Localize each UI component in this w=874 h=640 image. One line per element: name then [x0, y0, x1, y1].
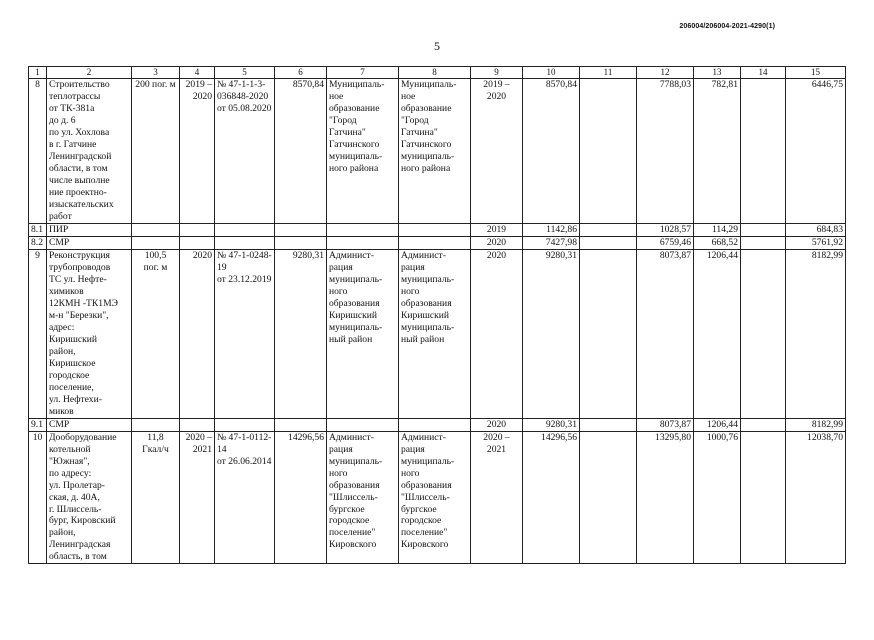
column-number: 7: [327, 67, 399, 79]
local-budget: 1000,76: [694, 431, 741, 564]
local-budget: 668,52: [694, 236, 741, 249]
amount-col15: 684,83: [786, 223, 846, 236]
amount-col11: [580, 418, 637, 431]
total-amount: 1142,86: [523, 223, 580, 236]
amount-col11: [580, 79, 637, 224]
column-number: 9: [471, 67, 523, 79]
column-number: 14: [741, 67, 786, 79]
amount-col14: [741, 431, 786, 564]
page-number: 5: [434, 39, 440, 53]
customer: Админист- рация муниципаль- ного образования "Шлиссель- бургское городское поселение" Кировского: [327, 431, 399, 564]
expert-conclusion: [215, 418, 275, 431]
object-name: Строительство теплотрассы от ТК-381а до д. 6 по ул. Хохлова в г. Гатчине Ленинградской области, в том числе выполне ние проектно- изыскательских работ: [47, 79, 132, 224]
years: 2020: [471, 249, 523, 418]
estimated-cost: [275, 236, 327, 249]
capacity: [132, 418, 180, 431]
local-budget: 1206,44: [694, 249, 741, 418]
amount-col15: 8182,99: [786, 249, 846, 418]
table-row: [29, 223, 846, 236]
object-name: Реконструкция трубопроводов ТС ул. Нефте- химиков 12КМН -ТК1МЭ м-н "Березки", адрес: Киришский район, Киришское городское поселение, ул. Нефтехи- миков: [47, 249, 132, 418]
years: 2019 – 2020: [471, 79, 523, 224]
expert-conclusion: [215, 236, 275, 249]
data-table: [28, 66, 846, 564]
regional-budget: 1028,57: [637, 223, 694, 236]
expert-conclusion: № 47-1-1-3- 036848-2020 от 05.08.2020: [215, 79, 275, 224]
total-amount: 9280,31: [523, 418, 580, 431]
amount-col15: 6446,75: [786, 79, 846, 224]
recipient: Админист- рация муниципаль- ного образования "Шлиссель- бургское городское поселение" Кировского: [399, 431, 471, 564]
customer: [327, 418, 399, 431]
years: 2019: [471, 223, 523, 236]
table-row: [29, 249, 846, 418]
amount-col15: 5761,92: [786, 236, 846, 249]
capacity: [132, 236, 180, 249]
amount-col14: [741, 249, 786, 418]
row-number: 8: [29, 79, 47, 224]
row-number: 9: [29, 249, 47, 418]
object-name: ПИР: [47, 223, 132, 236]
total-amount: 7427,98: [523, 236, 580, 249]
regional-budget: 7788,03: [637, 79, 694, 224]
column-number: 10: [523, 67, 580, 79]
estimated-cost: 8570,84: [275, 79, 327, 224]
recipient: [399, 418, 471, 431]
amount-col11: [580, 249, 637, 418]
estimated-cost: [275, 418, 327, 431]
amount-col11: [580, 223, 637, 236]
column-number: 2: [47, 67, 132, 79]
expert-conclusion: [215, 223, 275, 236]
regional-budget: 6759,46: [637, 236, 694, 249]
period: [180, 236, 215, 249]
column-number: 8: [399, 67, 471, 79]
object-name: Дооборудование котельной "Южная", по адресу: ул. Пролетар- ская, д. 40А, г. Шлиссель- бург, Кировский район, Ленинградская область, в том: [47, 431, 132, 564]
row-number: 9.1: [29, 418, 47, 431]
column-number: 6: [275, 67, 327, 79]
customer: [327, 223, 399, 236]
estimated-cost: [275, 223, 327, 236]
row-number: 8.2: [29, 236, 47, 249]
column-number: 1: [29, 67, 47, 79]
column-number: 4: [180, 67, 215, 79]
period: [180, 223, 215, 236]
table-row: [29, 79, 846, 224]
recipient: [399, 236, 471, 249]
object-name: СМР: [47, 418, 132, 431]
row-number: 8.1: [29, 223, 47, 236]
expert-conclusion: № 47-1-0112- 14 от 26.06.2014: [215, 431, 275, 564]
years: 2020: [471, 236, 523, 249]
customer: Админист- рация муниципаль- ного образования Киришский муниципаль- ный район: [327, 249, 399, 418]
local-budget: 1206,44: [694, 418, 741, 431]
total-amount: 8570,84: [523, 79, 580, 224]
amount-col15: 12038,70: [786, 431, 846, 564]
amount-col11: [580, 236, 637, 249]
amount-col11: [580, 431, 637, 564]
recipient: [399, 223, 471, 236]
amount-col14: [741, 223, 786, 236]
customer: [327, 236, 399, 249]
years: 2020 – 2021: [471, 431, 523, 564]
column-number: 13: [694, 67, 741, 79]
period: 2019 – 2020: [180, 79, 215, 224]
estimated-cost: 14296,56: [275, 431, 327, 564]
amount-col14: [741, 79, 786, 224]
amount-col15: 8182,99: [786, 418, 846, 431]
recipient: Муниципаль- ное образование "Город Гатчина" Гатчинского муниципаль- ного района: [399, 79, 471, 224]
column-number: 15: [786, 67, 846, 79]
regional-budget: 8073,87: [637, 249, 694, 418]
amount-col14: [741, 418, 786, 431]
recipient: Админист- рация муниципаль- ного образования Киришский муниципаль- ный район: [399, 249, 471, 418]
column-number: 3: [132, 67, 180, 79]
period: [180, 418, 215, 431]
estimated-cost: 9280,31: [275, 249, 327, 418]
table-row: [29, 236, 846, 249]
period: 2020: [180, 249, 215, 418]
object-name: СМР: [47, 236, 132, 249]
expert-conclusion: № 47-1-0248- 19 от 23.12.2019: [215, 249, 275, 418]
table-row: [29, 431, 846, 564]
period: 2020 – 2021: [180, 431, 215, 564]
local-budget: 782,81: [694, 79, 741, 224]
total-amount: 9280,31: [523, 249, 580, 418]
column-number: 12: [637, 67, 694, 79]
capacity: 200 пог. м: [132, 79, 180, 224]
capacity: 100,5 пог. м: [132, 249, 180, 418]
local-budget: 114,29: [694, 223, 741, 236]
capacity: [132, 223, 180, 236]
regional-budget: 8073,87: [637, 418, 694, 431]
years: 2020: [471, 418, 523, 431]
customer: Муниципаль- ное образование "Город Гатчина" Гатчинского муниципаль- ного района: [327, 79, 399, 224]
total-amount: 14296,56: [523, 431, 580, 564]
document-number: 206004/206004-2021-4290(1): [679, 23, 775, 30]
regional-budget: 13295,80: [637, 431, 694, 564]
column-number: 5: [215, 67, 275, 79]
column-number: 11: [580, 67, 637, 79]
column-number-row: [29, 67, 846, 79]
table-row: [29, 418, 846, 431]
row-number: 10: [29, 431, 47, 564]
capacity: 11,8 Гкал/ч: [132, 431, 180, 564]
amount-col14: [741, 236, 786, 249]
